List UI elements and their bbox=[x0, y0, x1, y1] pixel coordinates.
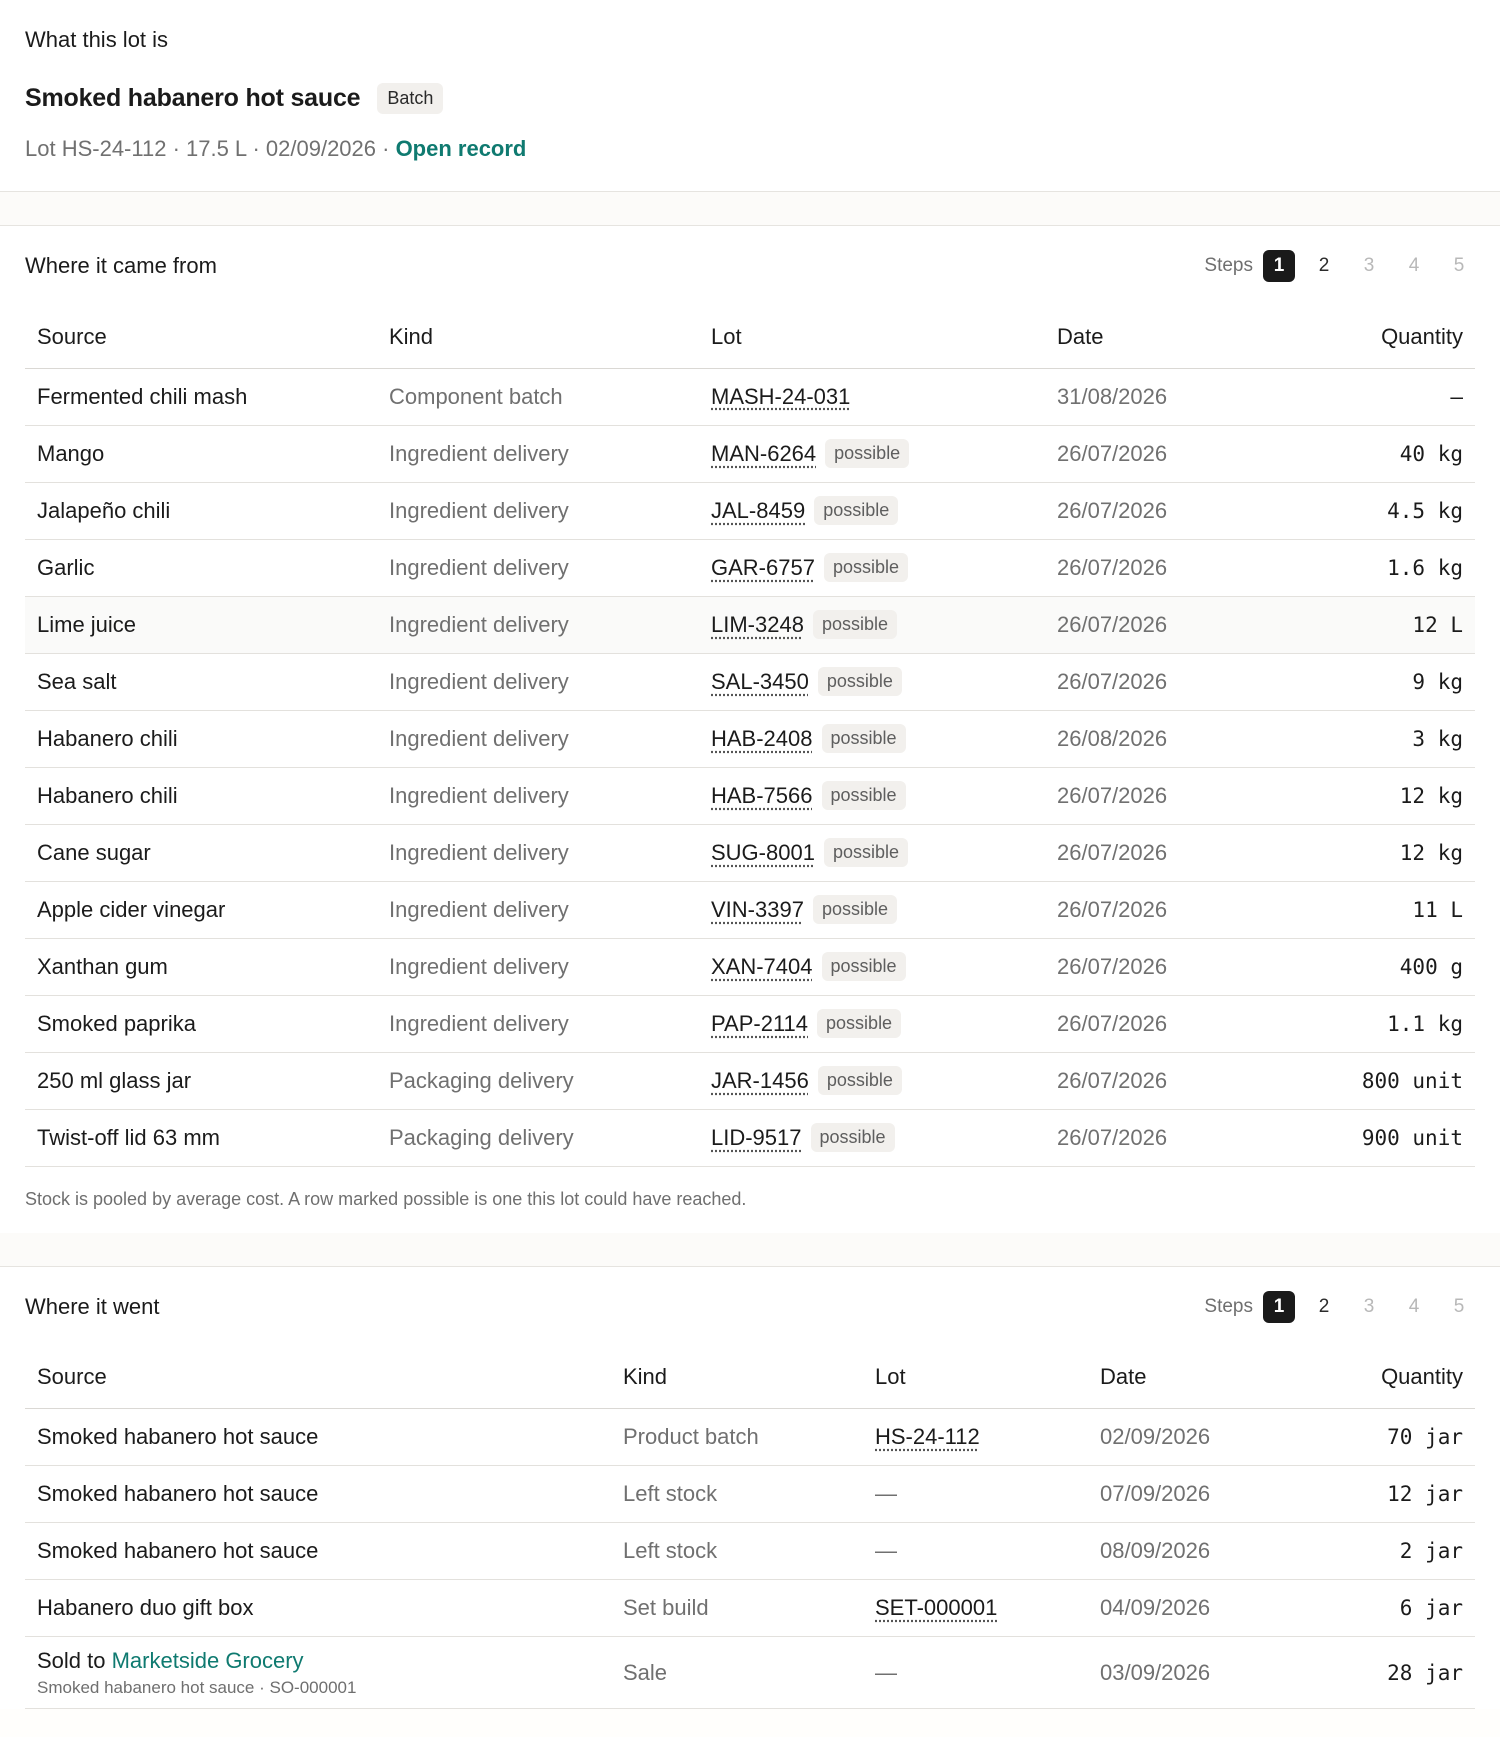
table-row[interactable] bbox=[25, 824, 1475, 881]
lot-link[interactable]: VIN-3397 bbox=[711, 897, 804, 922]
quantity-cell: 40 kg bbox=[1221, 425, 1475, 482]
date-cell: 26/07/2026 bbox=[1045, 824, 1221, 881]
kind-cell: Ingredient delivery bbox=[377, 482, 699, 539]
date-cell: 26/07/2026 bbox=[1045, 1109, 1221, 1166]
date-cell: 26/07/2026 bbox=[1045, 995, 1221, 1052]
column-header-lot: Lot bbox=[699, 306, 1045, 368]
lot-cell: — bbox=[863, 1466, 1088, 1523]
quantity-cell: 70 jar bbox=[1282, 1409, 1475, 1466]
step-4-button[interactable]: 4 bbox=[1408, 1295, 1420, 1317]
lot-cell bbox=[699, 596, 1045, 653]
table-row[interactable] bbox=[25, 995, 1475, 1052]
source-cell: Smoked habanero hot sauce bbox=[25, 1466, 611, 1523]
table-row[interactable] bbox=[25, 539, 1475, 596]
step-3-button[interactable]: 3 bbox=[1363, 1295, 1375, 1317]
lot-link[interactable]: XAN-7404 bbox=[711, 954, 813, 979]
open-record-link[interactable]: Open record bbox=[395, 136, 527, 161]
lot-link[interactable]: SET-000001 bbox=[875, 1595, 998, 1620]
quantity-cell: 12 L bbox=[1221, 596, 1475, 653]
kind-cell: Ingredient delivery bbox=[377, 596, 699, 653]
lot-cell bbox=[699, 482, 1045, 539]
lot-summary bbox=[0, 0, 1500, 192]
possible-badge: possible bbox=[824, 838, 908, 867]
source-cell: 250 ml glass jar bbox=[25, 1052, 377, 1109]
downstream-section bbox=[0, 1267, 1500, 1710]
quantity-cell: 400 g bbox=[1221, 938, 1475, 995]
column-header-date: Date bbox=[1045, 306, 1221, 368]
lot-link[interactable]: GAR-6757 bbox=[711, 555, 815, 580]
possible-badge: possible bbox=[811, 1123, 895, 1152]
date-cell: 26/07/2026 bbox=[1045, 425, 1221, 482]
source-cell: Mango bbox=[25, 425, 377, 482]
kind-cell: Ingredient delivery bbox=[377, 938, 699, 995]
possible-badge: possible bbox=[813, 610, 897, 639]
kind-cell: Left stock bbox=[611, 1523, 863, 1580]
lot-cell bbox=[863, 1409, 1088, 1466]
lot-cell bbox=[699, 368, 1045, 425]
lot-title: Smoked habanero hot sauce bbox=[25, 83, 361, 112]
date-cell: 26/07/2026 bbox=[1045, 482, 1221, 539]
lot-cell bbox=[699, 1052, 1045, 1109]
source-cell: Habanero duo gift box bbox=[25, 1580, 611, 1637]
lot-cell bbox=[699, 710, 1045, 767]
source-cell: Habanero chili bbox=[25, 710, 377, 767]
downstream-table bbox=[25, 1347, 1475, 1710]
lot-meta bbox=[25, 134, 1475, 164]
column-header-kind: Kind bbox=[611, 1347, 863, 1409]
section-divider bbox=[0, 192, 1500, 226]
lot-link[interactable]: PAP-2114 bbox=[711, 1011, 809, 1036]
date-cell: 26/08/2026 bbox=[1045, 710, 1221, 767]
source-cell: Xanthan gum bbox=[25, 938, 377, 995]
table-row[interactable] bbox=[25, 368, 1475, 425]
kind-cell: Ingredient delivery bbox=[377, 425, 699, 482]
kind-cell: Ingredient delivery bbox=[377, 539, 699, 596]
kind-cell: Ingredient delivery bbox=[377, 767, 699, 824]
section-divider bbox=[0, 1233, 1500, 1267]
table-row[interactable] bbox=[25, 1409, 1475, 1466]
table-row[interactable] bbox=[25, 710, 1475, 767]
table-row[interactable] bbox=[25, 938, 1475, 995]
quantity-cell: 1.6 kg bbox=[1221, 539, 1475, 596]
upstream-title: Where it came from bbox=[25, 253, 217, 278]
step-2-button[interactable]: 2 bbox=[1318, 1295, 1330, 1317]
date-cell: 08/09/2026 bbox=[1088, 1523, 1282, 1580]
date-cell: 02/09/2026 bbox=[1088, 1409, 1282, 1466]
quantity-cell: 800 unit bbox=[1221, 1052, 1475, 1109]
column-header-date: Date bbox=[1088, 1347, 1282, 1409]
source-cell: Twist-off lid 63 mm bbox=[25, 1109, 377, 1166]
lot-cell bbox=[699, 938, 1045, 995]
sale-subtitle: Smoked habanero hot sauce · SO-000001 bbox=[37, 1677, 357, 1697]
source-cell: Lime juice bbox=[25, 596, 377, 653]
lot-cell: — bbox=[863, 1523, 1088, 1580]
column-header-source: Source bbox=[25, 1347, 611, 1409]
downstream-title: Where it went bbox=[25, 1293, 160, 1319]
kind-cell: Ingredient delivery bbox=[377, 995, 699, 1052]
source-cell: Smoked paprika bbox=[25, 995, 377, 1052]
quantity-cell: 4.5 kg bbox=[1221, 482, 1475, 539]
quantity-cell: – bbox=[1221, 368, 1475, 425]
possible-badge: possible bbox=[813, 895, 897, 924]
lot-cell bbox=[699, 653, 1045, 710]
source-cell: Fermented chili mash bbox=[25, 368, 377, 425]
lot-link[interactable]: HAB-2408 bbox=[711, 726, 813, 751]
table-row[interactable] bbox=[25, 1052, 1475, 1109]
lot-link[interactable]: MAN-6264 bbox=[711, 441, 817, 466]
table-row[interactable] bbox=[25, 653, 1475, 710]
lot-cell bbox=[699, 539, 1045, 596]
possible-badge: possible bbox=[824, 553, 908, 582]
kind-cell: Sale bbox=[611, 1637, 863, 1709]
lot-cell bbox=[699, 767, 1045, 824]
kind-cell: Ingredient delivery bbox=[377, 653, 699, 710]
step-4-button[interactable]: 4 bbox=[1408, 255, 1420, 276]
date-cell: 26/07/2026 bbox=[1045, 539, 1221, 596]
kind-cell: Left stock bbox=[611, 1466, 863, 1523]
quantity-cell: 12 jar bbox=[1282, 1466, 1475, 1523]
lot-link[interactable]: SUG-8001 bbox=[711, 840, 815, 865]
date-cell: 07/09/2026 bbox=[1088, 1466, 1282, 1523]
date-cell: 26/07/2026 bbox=[1045, 881, 1221, 938]
date-cell: 26/07/2026 bbox=[1045, 1052, 1221, 1109]
pooling-note: Stock is pooled by average cost. A row marked possible is one this lot could have reached. bbox=[25, 1188, 747, 1209]
step-2-button[interactable]: 2 bbox=[1318, 255, 1330, 276]
quantity-cell: 28 jar bbox=[1282, 1637, 1475, 1709]
source-cell: Cane sugar bbox=[25, 824, 377, 881]
lot-cell bbox=[863, 1580, 1088, 1637]
table-row[interactable] bbox=[25, 1580, 1475, 1637]
quantity-cell: 11 L bbox=[1221, 881, 1475, 938]
quantity-cell: 1.1 kg bbox=[1221, 995, 1475, 1052]
column-header-quantity: Quantity bbox=[1282, 1347, 1475, 1409]
lot-link[interactable]: LIM-3248 bbox=[711, 612, 804, 637]
kind-cell: Packaging delivery bbox=[377, 1052, 699, 1109]
possible-badge: possible bbox=[822, 952, 906, 981]
sale-prefix: Sold to bbox=[37, 1647, 112, 1673]
kind-cell: Component batch bbox=[377, 368, 699, 425]
date-cell: 04/09/2026 bbox=[1088, 1580, 1282, 1637]
date-cell: 26/07/2026 bbox=[1045, 596, 1221, 653]
column-header-kind: Kind bbox=[377, 306, 699, 368]
lot-link[interactable]: MASH-24-031 bbox=[711, 383, 851, 409]
possible-badge: possible bbox=[822, 781, 906, 810]
source-cell: Garlic bbox=[25, 539, 377, 596]
section-label: What this lot is bbox=[25, 27, 169, 52]
lot-cell bbox=[699, 995, 1045, 1052]
table-row[interactable] bbox=[25, 482, 1475, 539]
step-1-button[interactable]: 1 bbox=[1263, 1291, 1295, 1323]
quantity-cell: 12 kg bbox=[1221, 767, 1475, 824]
quantity-cell: 3 kg bbox=[1221, 710, 1475, 767]
quantity-cell: 9 kg bbox=[1221, 653, 1475, 710]
table-row[interactable] bbox=[25, 1637, 1475, 1709]
kind-cell: Product batch bbox=[611, 1409, 863, 1466]
lot-link[interactable]: HS-24-112 bbox=[875, 1424, 980, 1449]
table-row[interactable] bbox=[25, 596, 1475, 653]
source-cell: Habanero chili bbox=[25, 767, 377, 824]
lot-link[interactable]: JAR-1456 bbox=[711, 1068, 809, 1093]
source-cell: Smoked habanero hot sauce bbox=[25, 1409, 611, 1466]
kind-cell: Packaging delivery bbox=[377, 1109, 699, 1166]
lot-cell bbox=[699, 881, 1045, 938]
downstream-steps bbox=[1204, 1291, 1475, 1323]
upstream-steps bbox=[1204, 250, 1475, 282]
step-5-button[interactable]: 5 bbox=[1453, 1295, 1465, 1317]
possible-badge: possible bbox=[822, 724, 906, 753]
lot-cell bbox=[699, 1109, 1045, 1166]
lot-link[interactable]: LID-9517 bbox=[711, 1125, 802, 1150]
possible-badge: possible bbox=[825, 439, 909, 468]
quantity-cell: 12 kg bbox=[1221, 824, 1475, 881]
lot-link[interactable]: HAB-7566 bbox=[711, 783, 813, 808]
date-cell: 26/07/2026 bbox=[1045, 767, 1221, 824]
lot-link[interactable]: SAL-3450 bbox=[711, 669, 809, 694]
batch-badge: Batch bbox=[377, 83, 443, 114]
lot-cell bbox=[699, 425, 1045, 482]
possible-badge: possible bbox=[817, 1009, 901, 1038]
quantity-cell: 6 jar bbox=[1282, 1580, 1475, 1637]
upstream-section bbox=[0, 226, 1500, 1233]
kind-cell: Ingredient delivery bbox=[377, 881, 699, 938]
source-cell: Apple cider vinegar bbox=[25, 881, 377, 938]
table-row[interactable] bbox=[25, 881, 1475, 938]
table-row[interactable] bbox=[25, 767, 1475, 824]
table-row[interactable] bbox=[25, 1109, 1475, 1166]
step-1-button[interactable]: 1 bbox=[1263, 250, 1295, 282]
lot-meta-text: Lot HS-24-112 · 17.5 L · 02/09/2026 · bbox=[25, 136, 396, 161]
date-cell: 03/09/2026 bbox=[1088, 1637, 1282, 1709]
upstream-table bbox=[25, 306, 1475, 1167]
kind-cell: Set build bbox=[611, 1580, 863, 1637]
possible-badge: possible bbox=[818, 667, 902, 696]
lot-cell bbox=[699, 824, 1045, 881]
source-cell: Sea salt bbox=[25, 653, 377, 710]
column-header-lot: Lot bbox=[863, 1347, 1088, 1409]
step-5-button[interactable]: 5 bbox=[1453, 255, 1465, 276]
quantity-cell: 900 unit bbox=[1221, 1109, 1475, 1166]
lot-link[interactable]: JAL-8459 bbox=[711, 498, 806, 523]
source-cell: Jalapeño chili bbox=[25, 482, 377, 539]
sale-source-cell bbox=[25, 1637, 611, 1709]
possible-badge: possible bbox=[818, 1066, 902, 1095]
quantity-cell: 2 jar bbox=[1282, 1523, 1475, 1580]
date-cell: 31/08/2026 bbox=[1045, 368, 1221, 425]
step-3-button[interactable]: 3 bbox=[1363, 255, 1375, 276]
column-header-quantity: Quantity bbox=[1221, 306, 1475, 368]
date-cell: 26/07/2026 bbox=[1045, 653, 1221, 710]
table-row[interactable] bbox=[25, 425, 1475, 482]
lot-cell: — bbox=[863, 1637, 1088, 1709]
kind-cell: Ingredient delivery bbox=[377, 710, 699, 767]
table-row[interactable] bbox=[25, 1523, 1475, 1580]
source-cell: Smoked habanero hot sauce bbox=[25, 1523, 611, 1580]
customer-link[interactable]: Marketside Grocery bbox=[111, 1647, 304, 1673]
steps-label: Steps bbox=[1204, 255, 1253, 276]
column-header-source: Source bbox=[25, 306, 377, 368]
kind-cell: Ingredient delivery bbox=[377, 824, 699, 881]
table-row[interactable] bbox=[25, 1466, 1475, 1523]
date-cell: 26/07/2026 bbox=[1045, 938, 1221, 995]
possible-badge: possible bbox=[814, 496, 898, 525]
steps-label: Steps bbox=[1204, 1295, 1253, 1317]
